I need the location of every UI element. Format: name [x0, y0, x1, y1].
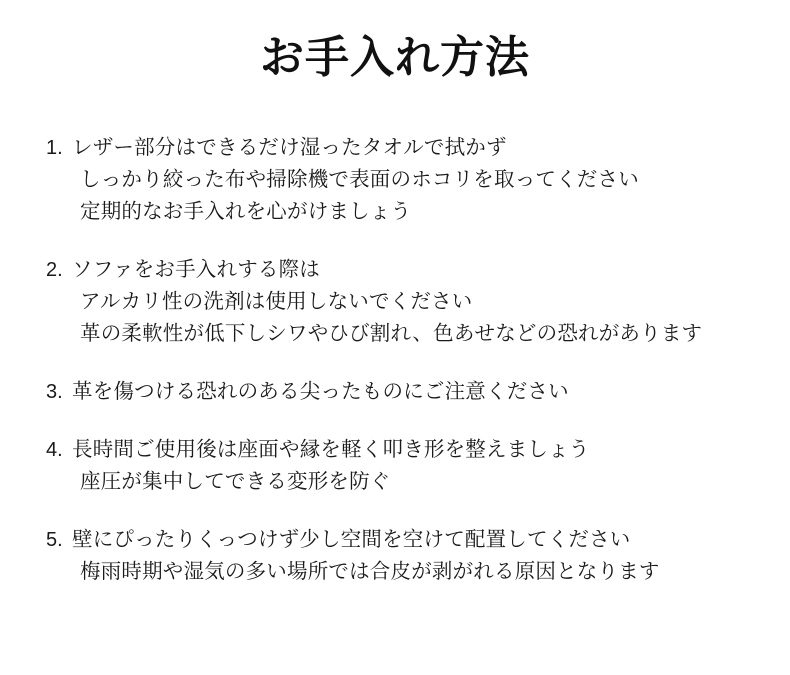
list-item-line: 定期的なお手入れを心がけましょう	[80, 200, 412, 223]
list-item	[46, 254, 750, 350]
list-item-line: 梅雨時期や湿気の多い場所では合皮が剥がれる原因となります	[80, 560, 660, 583]
page-title: お手入れ方法	[260, 33, 530, 82]
list-item	[46, 434, 750, 498]
list-item-line: アルカリ性の洗剤は使用しないでください	[80, 290, 473, 313]
list-item-marker: 5.	[46, 529, 63, 551]
list-item-line: しっかり絞った布や掃除機で表面のホコリを取ってください	[80, 168, 639, 191]
list-item-marker: 3.	[46, 381, 63, 403]
list-item-marker: 1.	[46, 137, 63, 159]
list-item-marker: 4.	[46, 439, 63, 461]
list-item	[46, 132, 750, 228]
list-item-text	[72, 254, 750, 350]
list-item-text	[72, 524, 750, 588]
list-item	[46, 524, 750, 588]
list-item-line: ソファをお手入れする際は	[72, 258, 320, 281]
list-item	[46, 376, 750, 408]
list-item-line: 革の柔軟性が低下しシワやひび割れ、色あせなどの恐れがあります	[80, 322, 703, 345]
list-item-marker: 2.	[46, 259, 63, 281]
list-item-text	[72, 376, 750, 408]
list-item-line: 革を傷つける恐れのある尖ったものにご注意ください	[72, 380, 569, 403]
care-instructions-list	[46, 132, 750, 588]
list-item-line: 壁にぴったりくっつけず少し空間を空けて配置してください	[72, 528, 631, 551]
list-item-text	[72, 434, 750, 498]
list-item-line: 座圧が集中してできる変形を防ぐ	[80, 470, 391, 493]
list-item-line: 長時間ご使用後は座面や縁を軽く叩き形を整えましょう	[72, 438, 590, 461]
list-item-line: レザー部分はできるだけ湿ったタオルで拭かず	[72, 136, 507, 159]
list-item-text	[72, 132, 750, 228]
